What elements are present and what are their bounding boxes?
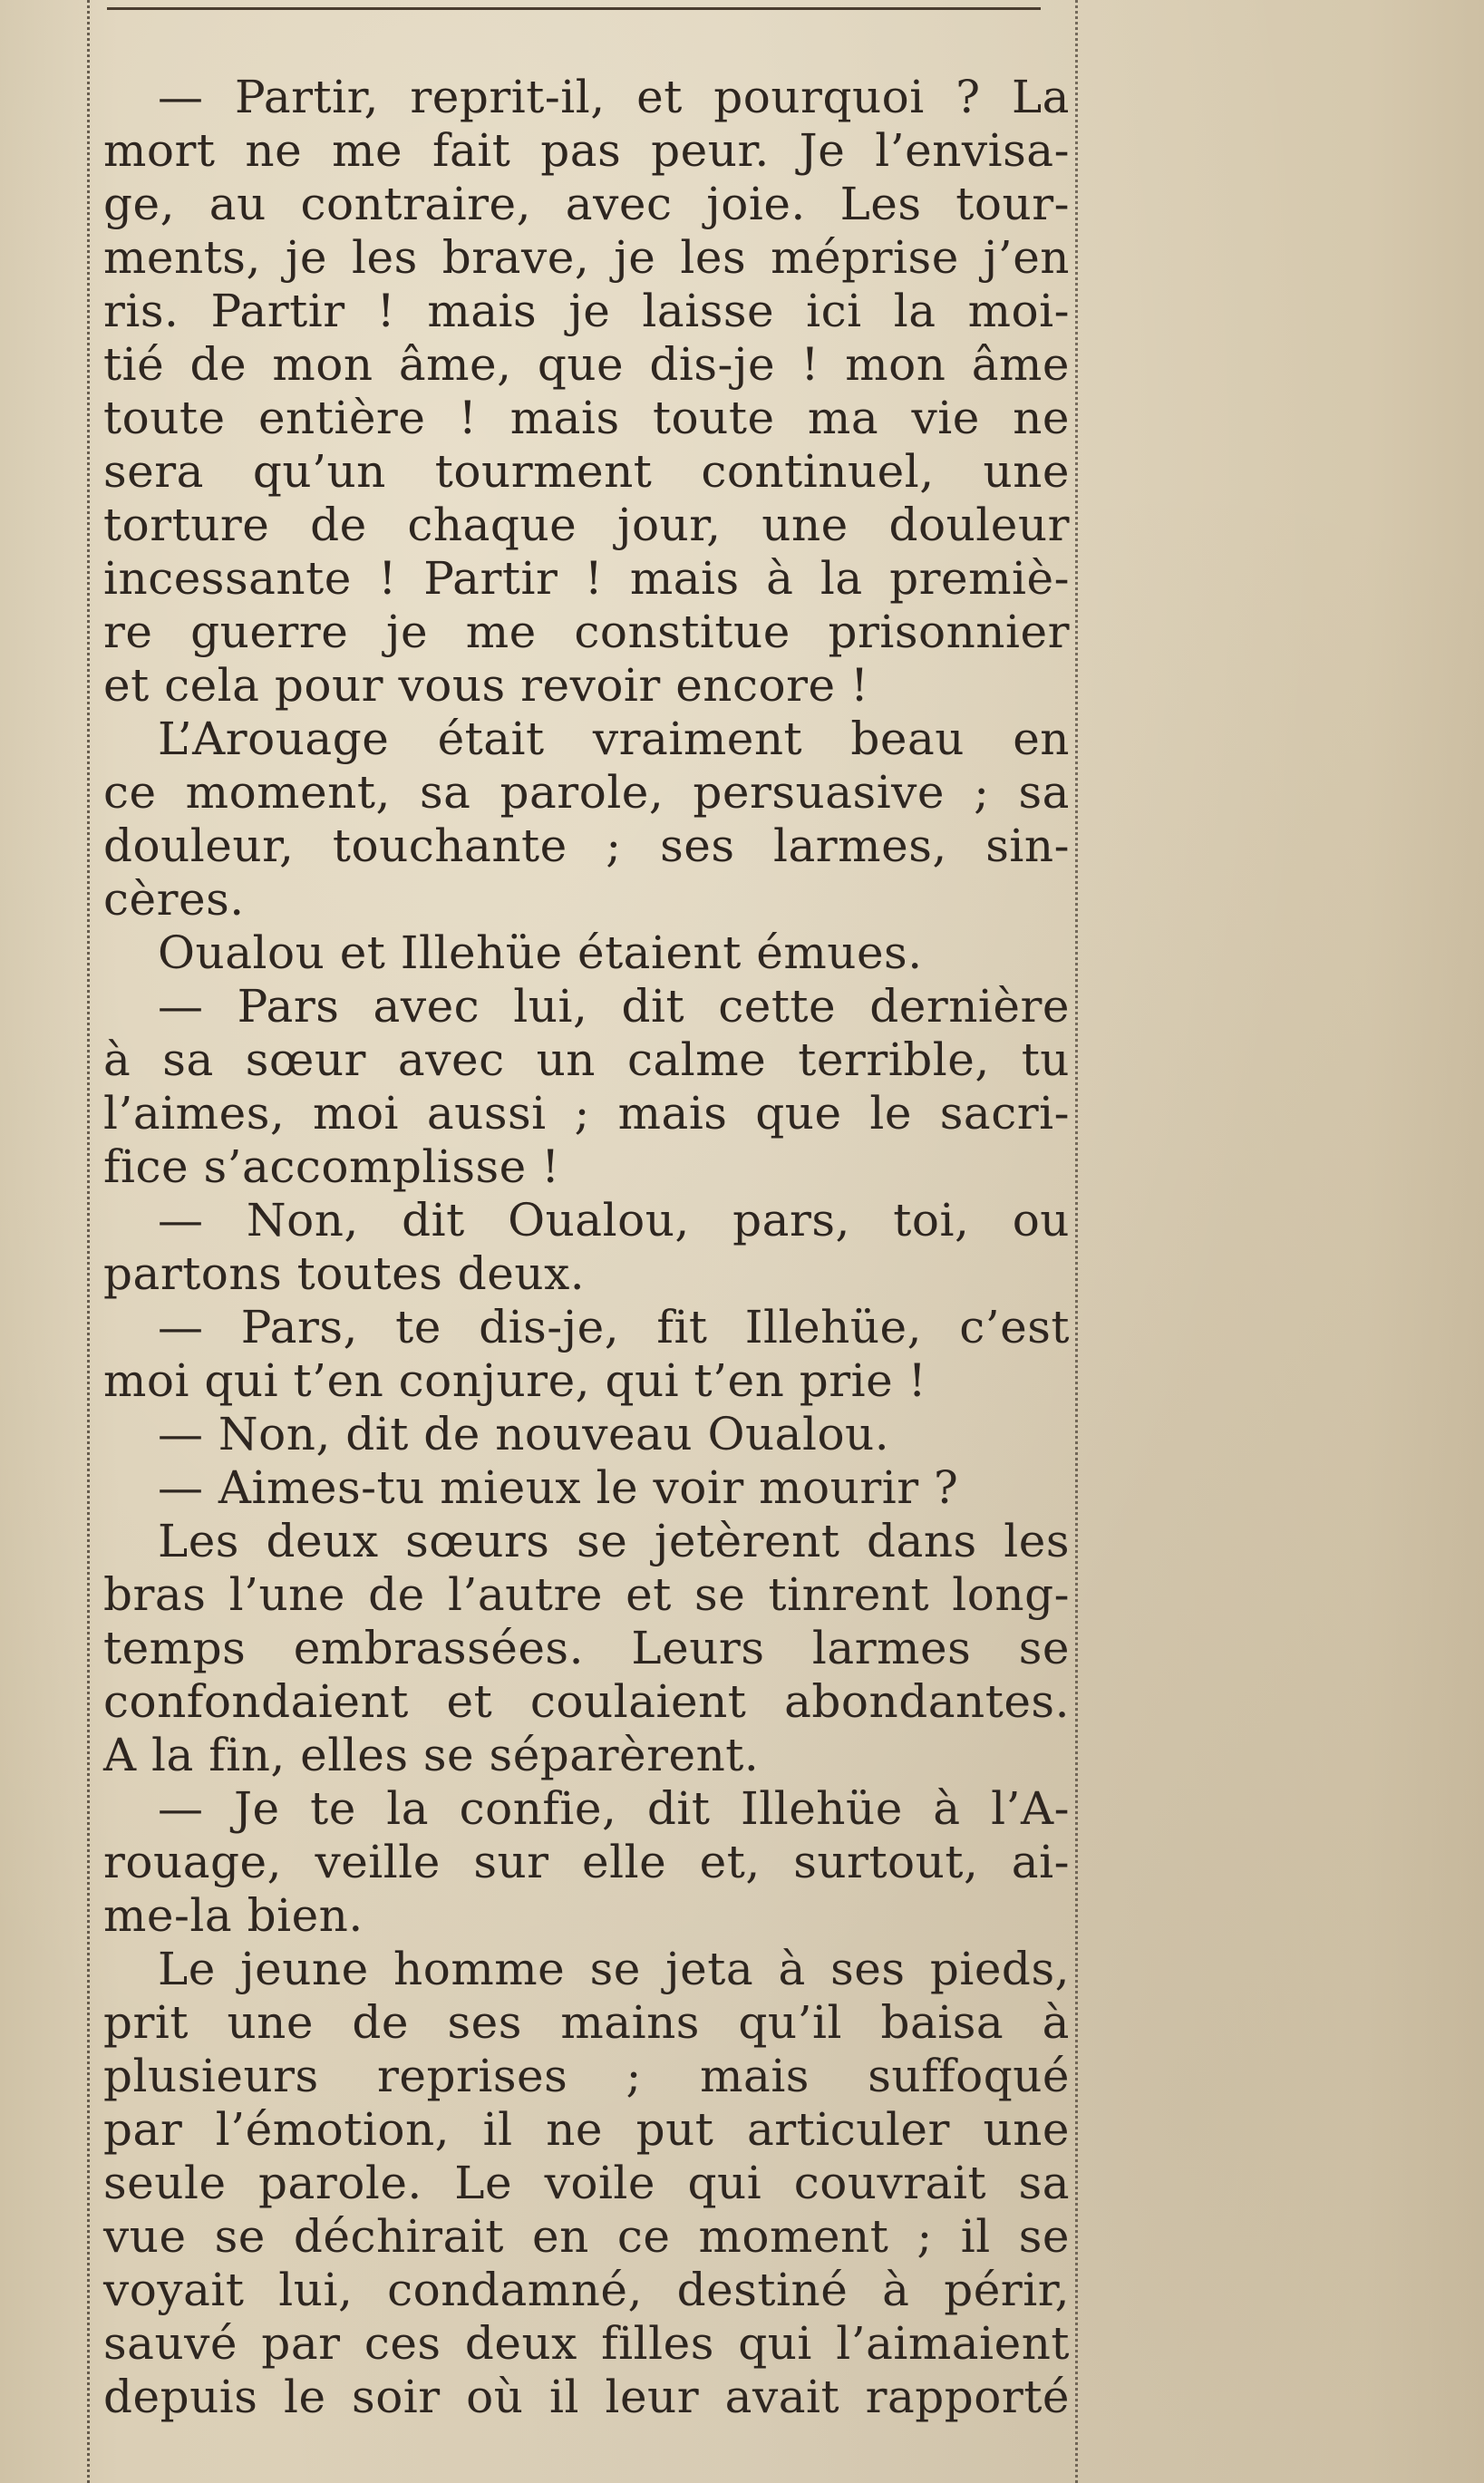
text-line: tié de mon âme, que dis-je ! mon âme [103,338,1070,391]
right-column-rule [1075,0,1078,2483]
text-line: incessante ! Partir ! mais à la premiè- [103,552,1070,605]
text-line: ce moment, sa parole, persuasive ; sa [103,766,1070,819]
text-line: temps embrassées. Leurs larmes se [103,1622,1070,1674]
text-line: — Partir, reprit-il, et pourquoi ? La [158,71,1070,123]
text-line: Les deux sœurs se jetèrent dans les [158,1515,1070,1567]
text-line: confondaient et coulaient abondantes. [103,1675,1070,1728]
text-line: sera qu’un tourment continuel, une [103,445,1070,498]
text-line: — Je te la confie, dit Illehüe à l’A- [158,1782,1070,1835]
text-line: — Non, dit de nouveau Oualou. [158,1408,890,1460]
text-line: toute entière ! mais toute ma vie ne [103,392,1070,444]
text-line: A la fin, elles se séparèrent. [103,1729,760,1781]
text-line: sauvé par ces deux filles qui l’aimaient [103,2317,1070,2370]
text-line: l’aimes, moi aussi ; mais que le sacri- [103,1087,1070,1140]
text-line: me-la bien. [103,1889,364,1942]
text-line: L’Arouage était vraiment beau en [158,713,1070,765]
text-line: cères. [103,873,245,926]
text-line: à sa sœur avec un calme terrible, tu [103,1033,1070,1086]
text-line: voyait lui, condamné, destiné à périr, [103,2264,1070,2316]
text-line: Oualou et Illehüe étaient émues. [158,926,923,979]
text-line: re guerre je me constitue prisonnier [103,606,1070,658]
text-line: moi qui t’en conjure, qui t’en prie ! [103,1354,927,1407]
text-line: plusieurs reprises ; mais suffoqué [103,2050,1070,2102]
top-rule [107,7,1041,10]
text-line: Le jeune homme se jeta à ses pieds, [158,1943,1070,1995]
text-line: seule parole. Le voile qui couvrait sa [103,2157,1070,2209]
text-line: rouage, veille sur elle et, surtout, ai- [103,1836,1070,1888]
text-line: bras l’une de l’autre et se tinrent long- [103,1568,1070,1621]
text-line: mort ne me fait pas peur. Je l’envisa- [103,124,1070,177]
text-line: fice s’accomplisse ! [103,1140,560,1193]
text-line: torture de chaque jour, une douleur [103,499,1070,551]
text-line: ge, au contraire, avec joie. Les tour- [103,178,1070,230]
text-line: — Pars avec lui, dit cette dernière [158,980,1070,1033]
text-line: ments, je les brave, je les méprise j’en [103,231,1070,284]
text-line: douleur, touchante ; ses larmes, sin- [103,820,1070,872]
text-line: — Non, dit Oualou, pars, toi, ou [158,1194,1070,1246]
text-line: partons toutes deux. [103,1247,586,1300]
text-line: — Aimes-tu mieux le voir mourir ? [158,1461,959,1514]
text-line: par l’émotion, il ne put articuler une [103,2103,1070,2156]
left-column-rule [87,0,90,2483]
text-column [103,71,1070,2424]
text-line: — Pars, te dis-je, fit Illehüe, c’est [158,1301,1070,1353]
text-line: vue se déchirait en ce moment ; il se [103,2210,1070,2263]
text-line: prit une de ses mains qu’il baisa à [103,1996,1070,2049]
text-line: ris. Partir ! mais je laisse ici la moi- [103,285,1070,337]
text-line: et cela pour vous revoir encore ! [103,659,869,712]
text-line: depuis le soir où il leur avait rapporté [103,2371,1070,2423]
